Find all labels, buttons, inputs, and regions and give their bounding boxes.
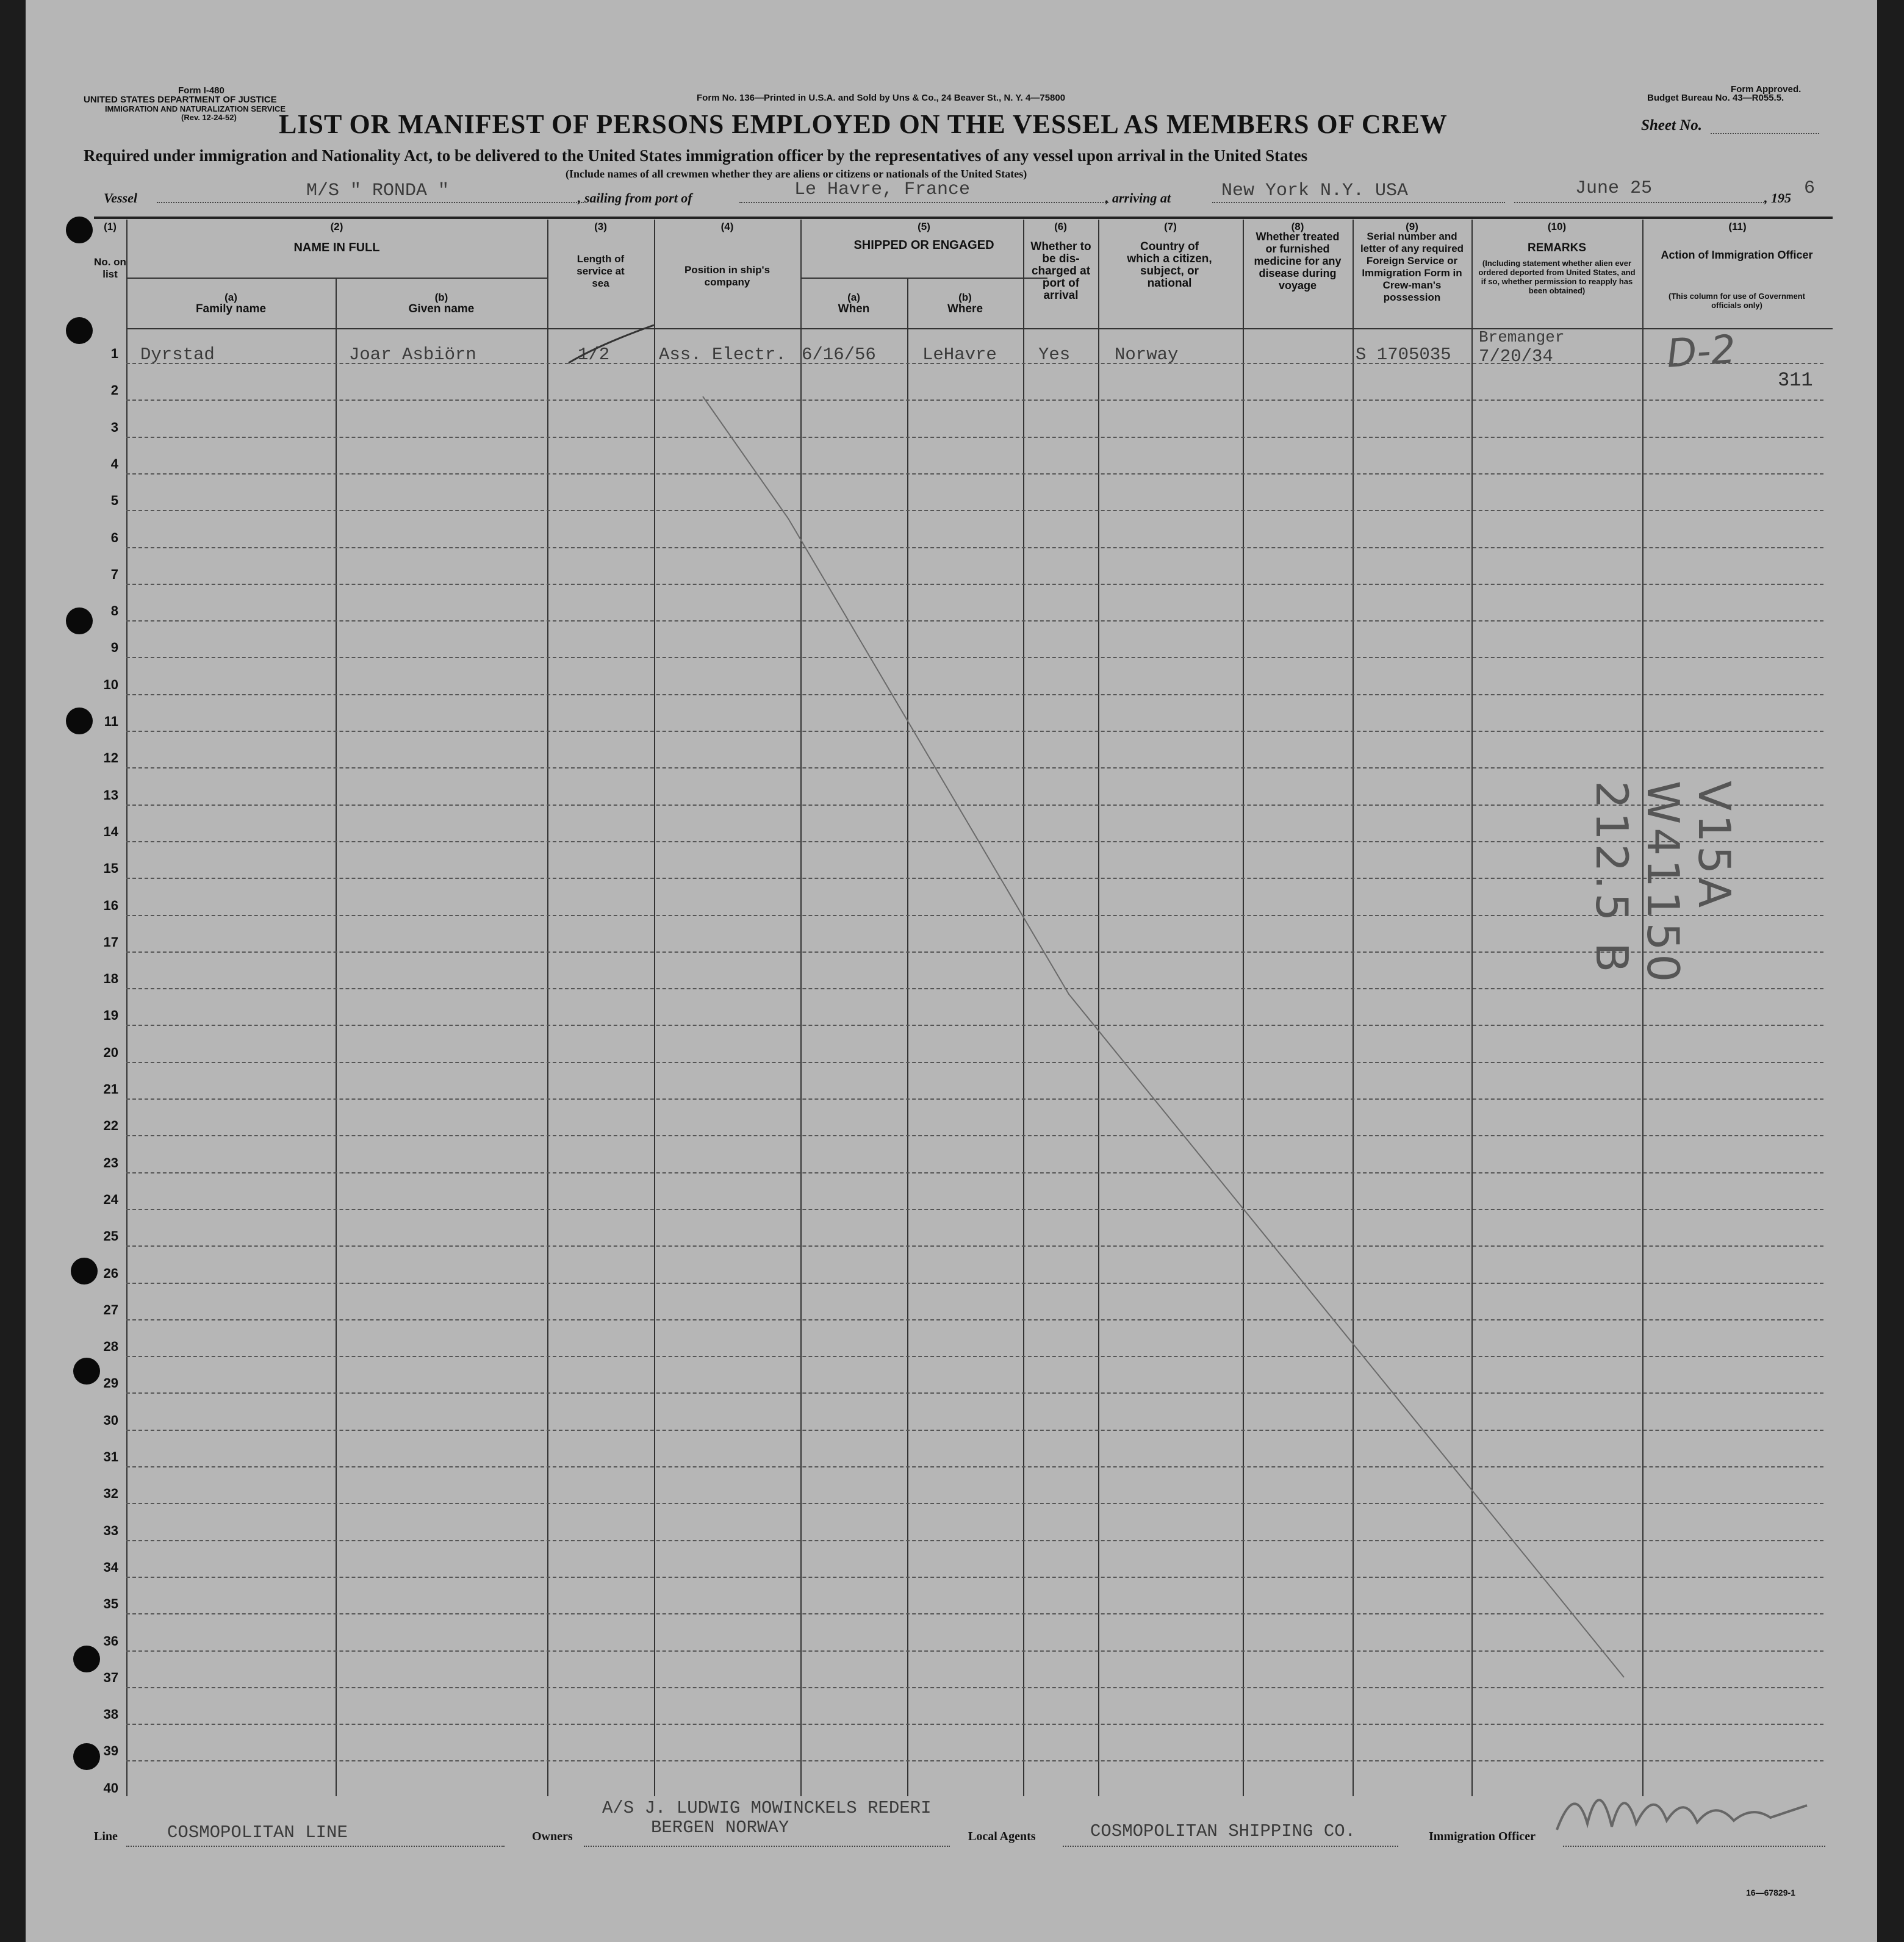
row-number: 20 <box>103 1044 118 1060</box>
col8-header: Whether treated or furnished medicine for any disease during voyage <box>1254 231 1342 292</box>
crew-position: Ass. Electr. <box>659 345 786 365</box>
row-number: 7 <box>110 566 118 582</box>
sheet-field <box>1711 116 1819 134</box>
col11-number: (11) <box>1728 221 1747 232</box>
punch-hole <box>66 708 93 734</box>
crew-remarks-date: 7/20/34 <box>1479 346 1553 367</box>
row-number: 9 <box>110 640 118 656</box>
col4-header: Position in ship's company <box>684 264 771 288</box>
row-number: 24 <box>103 1191 118 1207</box>
year-prefix: , 195 <box>1764 190 1791 206</box>
row-number: 26 <box>103 1265 118 1281</box>
owners-label: Owners <box>532 1830 573 1843</box>
row-number: 14 <box>103 823 118 839</box>
department: UNITED STATES DEPARTMENT OF JUSTICE <box>84 95 277 105</box>
revision: (Rev. 12-24-52) <box>181 113 237 122</box>
col-line-2 <box>336 278 337 1796</box>
officer-action: D-2 <box>1665 327 1737 377</box>
crew-discharged: Yes <box>1038 345 1071 365</box>
subtitle: Required under immigration and Nationality Act, to be delivered to the United States immigration officer by the representatives of any vessel upon arrival in the United States <box>84 146 1308 165</box>
agents-label: Local Agents <box>968 1830 1036 1843</box>
row-number: 40 <box>103 1780 118 1796</box>
shipped-subheader-rule <box>800 278 1047 279</box>
row-number: 19 <box>103 1008 118 1023</box>
crew-country: Norway <box>1115 345 1179 365</box>
row-number: 37 <box>103 1669 118 1685</box>
row-number: 13 <box>103 787 118 803</box>
row-number: 16 <box>103 897 118 913</box>
row-number: 8 <box>110 603 118 619</box>
form-number: Form I-480 <box>178 85 225 96</box>
row-number: 33 <box>103 1522 118 1538</box>
col9-header: Serial number and letter of any required Foreign Service or Immigration Form in Crew-man's possession <box>1360 231 1464 303</box>
col11-note: (This column for use of Government officials only) <box>1669 292 1805 310</box>
row-number: 18 <box>103 971 118 987</box>
col10-note: (Including statement whether alien ever ordered deported from United States, and if so, whether permission to reapply has been obtained) <box>1478 259 1636 295</box>
pencil-strike-line <box>684 378 1661 1689</box>
crew-shipped-where: LeHavre <box>922 345 997 365</box>
vessel-label: Vessel <box>104 190 137 206</box>
crew-remarks-place: Bremanger <box>1479 328 1565 346</box>
row-number: 30 <box>103 1412 118 1428</box>
row-number: 10 <box>103 676 118 692</box>
row-number: 6 <box>110 529 118 545</box>
col11-header: Action of Immigration Officer <box>1661 249 1813 261</box>
col1-header: No. on list <box>94 256 126 280</box>
punch-hole <box>71 1258 98 1285</box>
col5a-header: When <box>838 303 870 315</box>
col5-header: SHIPPED OR ENGAGED <box>853 238 994 252</box>
row-number: 11 <box>104 714 118 729</box>
margin-note: V15A W41150 212.5 B <box>1586 781 1740 986</box>
col4-number: (4) <box>720 221 734 232</box>
col7-header: Country of which a citizen, subject, or national <box>1127 240 1212 290</box>
punch-hole <box>66 317 93 344</box>
crew-serial: S 1705035 <box>1356 345 1451 365</box>
include-note: (Include names of all crewmen whether they are aliens or citizens or nationals of the United States) <box>566 168 1027 180</box>
col2b-header: Given name <box>408 303 475 315</box>
row-number: 29 <box>103 1375 118 1391</box>
sailing-port: Le Havre, France <box>794 179 971 200</box>
row-number: 34 <box>103 1559 118 1575</box>
col8-number: (8) <box>1291 221 1304 232</box>
col3-number: (3) <box>594 221 607 232</box>
officer-number: 311 <box>1778 369 1813 392</box>
crew-given-name: Joar Asbiörn <box>349 345 476 365</box>
manifest-page <box>26 0 1877 1942</box>
punch-hole <box>73 1646 100 1672</box>
budget-bureau: Budget Bureau No. 43—R055.5. <box>1647 93 1784 103</box>
row-line <box>126 1724 1823 1725</box>
form-approved: Form Approved. <box>1731 84 1802 95</box>
sheet-label: Sheet No. <box>1641 117 1702 134</box>
row-number: 23 <box>103 1155 118 1170</box>
row-number: 1 <box>110 346 118 361</box>
table-top-rule <box>94 217 1833 219</box>
col5b-header: Where <box>947 303 983 315</box>
officer-signature <box>1551 1769 1819 1836</box>
arriving-label: , arriving at <box>1105 190 1171 206</box>
row-number: 31 <box>103 1449 118 1464</box>
col-line-3 <box>547 220 548 1796</box>
row-number: 39 <box>103 1743 118 1759</box>
name-subheader-rule <box>126 278 547 279</box>
year-digit: 6 <box>1804 178 1816 199</box>
owners-line-1: A/S J. LUDWIG MOWINCKELS REDERI <box>602 1798 932 1818</box>
punch-hole <box>73 1743 100 1770</box>
row-number: 27 <box>103 1302 118 1317</box>
row-number: 35 <box>103 1596 118 1612</box>
vessel-name: M/S " RONDA " <box>306 181 450 201</box>
col-line-1 <box>126 220 128 1796</box>
row-number: 12 <box>103 750 118 766</box>
crew-shipped-when: 6/16/56 <box>802 345 876 365</box>
row-number: 17 <box>103 934 118 950</box>
row-number: 36 <box>103 1633 118 1649</box>
col2b-number: (b) <box>434 292 448 303</box>
punch-hole <box>73 1358 100 1385</box>
page-title: LIST OR MANIFEST OF PERSONS EMPLOYED ON THE VESSEL AS MEMBERS OF CREW <box>279 109 1448 139</box>
printer-line: Form No. 136—Printed in U.S.A. and Sold by Uns & Co., 24 Beaver St., N. Y. 4—75800 <box>697 93 1066 103</box>
col2a-header: Family name <box>195 303 267 315</box>
officer-label: Immigration Officer <box>1429 1830 1536 1843</box>
col10-number: (10) <box>1547 221 1567 232</box>
row-number: 15 <box>103 861 118 876</box>
col10-header: REMARKS <box>1527 242 1587 254</box>
punch-hole <box>66 607 93 634</box>
owners-line-2: BERGEN NORWAY <box>651 1818 789 1838</box>
strike-mark <box>562 320 660 369</box>
col1-number: (1) <box>104 221 117 232</box>
line-name: COSMOPOLITAN LINE <box>167 1822 348 1843</box>
sailing-label: , sailing from port of <box>578 190 692 206</box>
col5a-number: (a) <box>847 292 860 303</box>
col6-number: (6) <box>1054 221 1067 232</box>
crew-service: 1/2 <box>578 345 610 365</box>
row-number: 38 <box>103 1707 118 1722</box>
header-bottom-rule <box>126 328 1833 329</box>
crew-family-name: Dyrstad <box>140 345 215 365</box>
row-number: 3 <box>110 419 118 435</box>
col6-header: Whether to be dis-charged at port of arrival <box>1030 240 1091 302</box>
row-number: 22 <box>103 1118 118 1134</box>
col7-number: (7) <box>1164 221 1177 232</box>
col2-number: (2) <box>330 221 343 232</box>
service: IMMIGRATION AND NATURALIZATION SERVICE <box>105 104 286 113</box>
agents-name: COSMOPOLITAN SHIPPING CO. <box>1090 1821 1356 1841</box>
col5-number: (5) <box>918 221 930 232</box>
col2a-number: (a) <box>225 292 237 303</box>
col-line-4 <box>654 220 655 1796</box>
col9-number: (9) <box>1406 221 1418 232</box>
form-code: 16—67829-1 <box>1746 1888 1795 1897</box>
row-number: 5 <box>110 493 118 509</box>
col3-header: Length of service at sea <box>577 253 625 289</box>
col2-header: NAME IN FULL <box>293 241 380 254</box>
row-line <box>126 1760 1823 1761</box>
row-number: 32 <box>103 1486 118 1502</box>
row-number: 25 <box>103 1228 118 1244</box>
row-number: 2 <box>110 382 118 398</box>
line-label: Line <box>94 1830 118 1843</box>
col5b-number: (b) <box>958 292 972 303</box>
punch-hole <box>66 217 93 243</box>
arrival-date: June 25 <box>1575 178 1653 199</box>
row-number: 21 <box>103 1081 118 1097</box>
row-number: 4 <box>110 456 118 471</box>
row-number: 28 <box>103 1339 118 1355</box>
arrival-port: New York N.Y. USA <box>1221 181 1409 201</box>
